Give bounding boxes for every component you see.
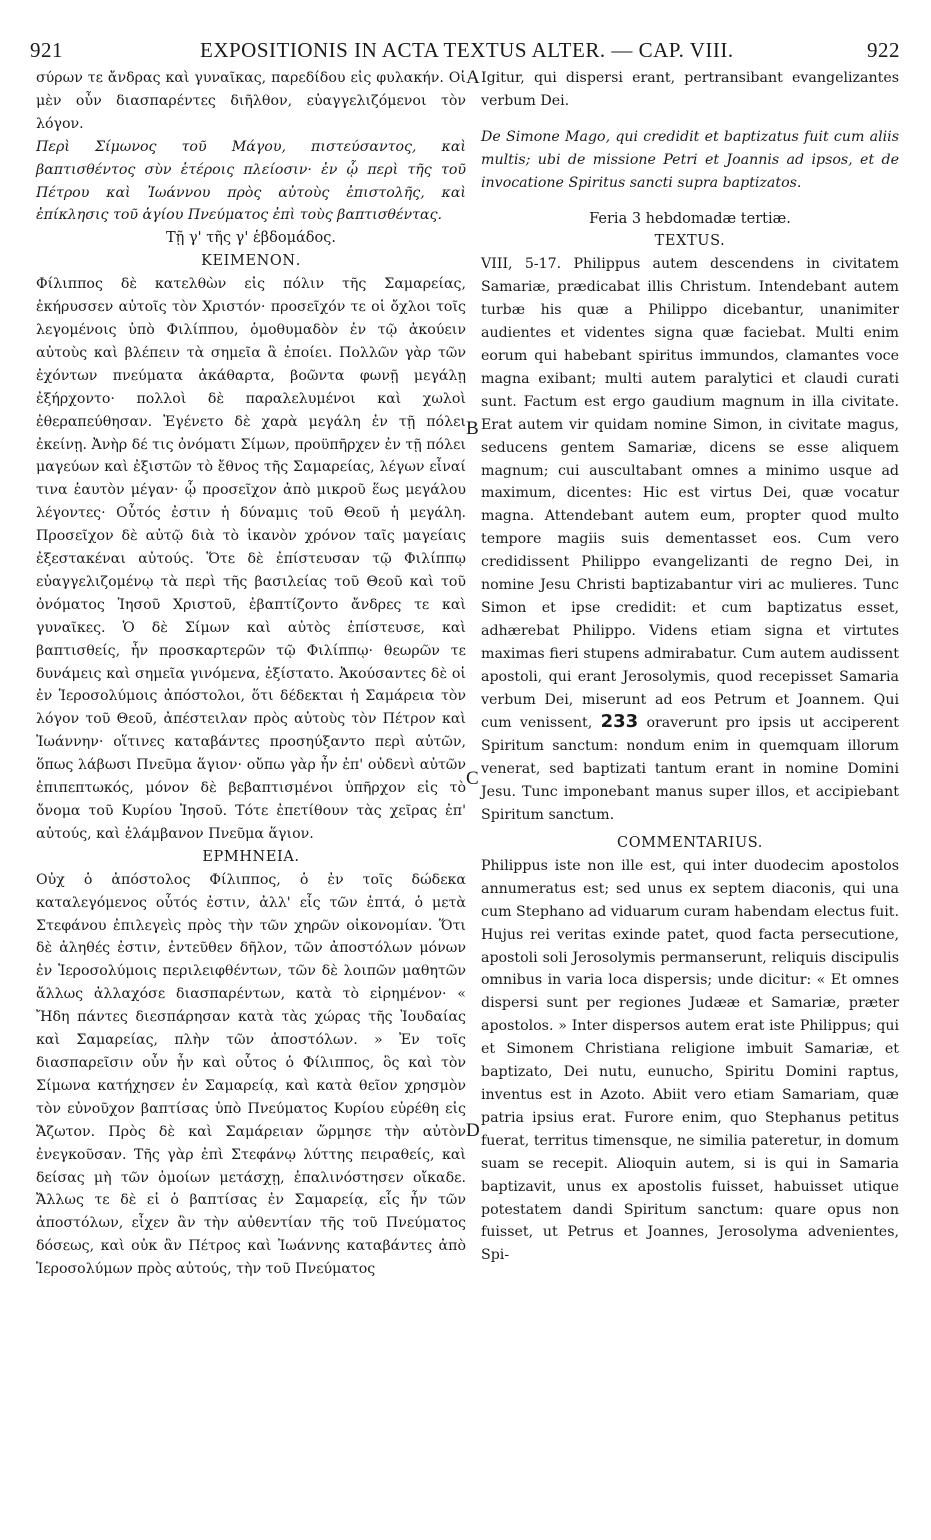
greek-summary: Περὶ Σίμωνος τοῦ Μάγου, πιστεύσαντος, καὶ βαπτισθέντος σὺν ἑτέροις πλείοσιν· ἐν ᾧ περὶ τῆς τοῦ Πέτρου καὶ Ἰωάννου πρὸς αὐτοὺς ἐπιστολῆς, καὶ ἐπίκλησις τοῦ ἁγίου Πνεύματος ἐπὶ τοὺς βαπτισθέντας.: [36, 138, 466, 224]
greek-column: [36, 67, 466, 1281]
margin-letter-a: A: [466, 67, 480, 88]
greek-intro: σύρων τε ἄνδρας καὶ γυναῖκας, παρεδίδου εἰς φυλακήν. Οἱ μὲν οὖν διασπαρέντες διῆλθον, εὐαγγελιζόμενοι τὸν λόγον.: [36, 70, 466, 132]
latin-text-heading: TEXTUS.: [654, 233, 726, 250]
latin-summary: De Simone Mago, qui credidit et baptizatus fuit cum aliis multis; ubi de missione Petri et Joannis ad ipsos, et de invocatione Spiritus sancti supra baptizatos.: [481, 128, 899, 191]
margin-letter-b: B: [466, 418, 479, 439]
margin-letter-c: C: [466, 768, 479, 789]
page-header: [30, 38, 900, 66]
greek-commentary-heading: ΕΡΜΗΝΕΙΑ.: [202, 848, 300, 865]
running-title: EXPOSITIONIS IN ACTA TEXTUS ALTER. — CAP. VIII.: [200, 38, 734, 62]
latin-intro: Igitur, qui dispersi erant, pertransibant evangelizantes verbum Dei.: [481, 70, 899, 109]
column-number-right: 922: [867, 38, 900, 62]
greek-scripture-text: Φίλιππος δὲ κατελθὼν εἰς πόλιν τῆς Σαμαρείας, ἐκήρυσσεν αὐτοῖς τὸν Χριστόν· προσεῖχόν τε οἱ ὄχλοι τοῖς λεγομένοις ὑπὸ Φιλίππου, ὁμοθυμαδὸν ἐν τῷ ἀκούειν αὐτοὺς καὶ βλέπειν τὰ σημεῖα ἃ ἐποίει. Πολλῶν γὰρ τῶν ἐχόντων πνεύματα ἀκάθαρτα, βοῶντα φωνῇ μεγάλῃ ἐξήρχοντο· πολλοὶ δὲ παραλελυμένοι καὶ χωλοὶ ἐθεραπεύθησαν. Ἐγένετο δὲ χαρὰ μεγάλη ἐν τῇ πόλει ἐκείνῃ. Ἀνὴρ δέ τις ὀνόματι Σίμων, προϋπῆρχεν ἐν τῇ πόλει μαγεύων καὶ ἐξιστῶν τὸ ἔθνος τῆς Σαμαρείας, λέγων εἶναί τινα ἑαυτὸν μέγαν· ᾧ προσεῖχον ἀπὸ μικροῦ ἕως μεγάλου λέγοντες· Οὗτός ἐστιν ἡ δύναμις τοῦ Θεοῦ ἡ μεγάλη. Προσεῖχον δὲ αὐτῷ διὰ τὸ ἱκανὸν χρόνον ταῖς μαγείαις ἐξεστακέναι αὐτούς. Ὅτε δὲ ἐπίστευσαν τῷ Φιλίππῳ εὐαγγελιζομένῳ τὰ περὶ τῆς βασιλείας τοῦ Θεοῦ καὶ τοῦ ὀνόματος Ἰησοῦ Χριστοῦ, ἐβαπτίζοντο ἄνδρες τε καὶ γυναῖκες. Ὁ δὲ Σίμων καὶ αὐτὸς ἐπίστευσε, καὶ βαπτισθείς, ἦν προσκαρτερῶν τῷ Φιλίππῳ· θεωρῶν τε δυνάμεις καὶ σημεῖα γινόμενα, ἐξίστατο. Ἀκούσαντες δὲ οἱ ἐν Ἱεροσολύμοις ἀπόστολοι, ὅτι δέδεκται ἡ Σαμάρεια τὸν λόγον τοῦ Θεοῦ, ἀπέστειλαν πρὸς αὐτοὺς τὸν Πέτρον καὶ Ἰωάννην· οἵτινες καταβάντες προσηύξαντο περὶ αὐτῶν, ὅπως λάβωσι Πνεῦμα ἅγιον· οὔπω γὰρ ἦν ἐπ' οὐδενὶ αὐτῶν ἐπιπεπτωκός, μόνον δὲ βεβαπτισμένοι ὑπῆρχον εἰς τὸ ὄνομα τοῦ Κυρίου Ἰησοῦ. Τότε ἐπετίθουν τὰς χεῖρας ἐπ' αὐτούς, καὶ ἐλάμβανον Πνεῦμα ἅγιον.: [36, 276, 466, 842]
column-marker-number: 233: [600, 711, 639, 733]
greek-text-heading: ΚΕΙΜΕΝΟΝ.: [201, 253, 301, 270]
latin-column: [481, 67, 899, 1267]
latin-commentary: Philippus iste non ille est, qui inter duodecim apostolos annumeratus est; sed unus ex septem diaconis, qui una cum Stephano ad viduarum curam habendam electus fuit. Hujus rei veritas exinde patet, quod facta persecutione, apostoli soli Jerosolymis permanserunt, reliquis discipulis omnibus in varia loca dispersis; unde dicitur: « Et omnes dispersi sunt per regiones Judææ et Samariæ, præter apostolos. » Inter dispersos autem erat iste Philippus; qui et Simonem Christiana religione imbuit Samariæ, et baptizato, Dei nutu, eunucho, Spiritu Domini raptus, inventus est in Azoto. Abiit vero etiam Samariam, quæ patria ipsius erat. Furore enim, quo Stephanus petitus fuerat, territus timensque, ne similia pateretur, in domum suam se recepit. Alioquin autem, si is qui in Samaria baptizavit, unus ex apostolis fuisset, habuisset utique potestatem dandi Spiritum sanctum: quare opus non fuisset, ut Petrus et Joannes, Jerosolyma advenientes, Spi-: [481, 857, 899, 1264]
latin-scripture-text: [481, 253, 899, 827]
greek-feria: Τῇ γ' τῆς γ' ἑβδομάδος.: [166, 230, 336, 247]
latin-feria: Feria 3 hebdomadæ tertiæ.: [589, 210, 791, 227]
latin-text-part-1: VIII, 5-17. Philippus autem descendens in civitatem Samariæ, prædicabat illis Christum. Intendebant autem turbæ his quæ a Philippo dicebantur, unanimiter audientes et videntes signa quæ faciebat. Multi enim eorum qui habebant spiritus immundos, clamantes voce magna exibant; multi autem paralytici et claudi curati sunt. Factum est ergo gaudium magnum in illa civitate. Erat autem vir quidam nomine Simon, in civitate magus, seducens gentem Samariæ, dicens se esse aliquem magnum; cui auscultabant omnes a minimo usque ad maximum, dicentes: Hic est virtus Dei, quæ vocatur magna. Attendebant autem eum, propter quod multo tempore magiis suis dementasset eos. Cum vero credidissent Philippo evangelizanti de regno Dei, in nomine Jesu Christi baptizabantur viri ac mulieres. Tunc Simon et ipse credidit: et cum baptizatus esset, adhærebat Philippo. Videns etiam signa et virtutes maximas fieri stupens admirabatur. Cum autem audissent apostoli, qui erant Jerosolymis, quod recepisset Samaria verbum Dei, miserunt ad eos Petrum et Joannem. Qui cum venissent,: [481, 256, 899, 732]
greek-commentary: Οὐχ ὁ ἀπόστολος Φίλιππος, ὁ ἐν τοῖς δώδεκα καταλεγόμενος οὗτός ἐστιν, ἀλλ' εἷς τῶν ἑπτά, ὁ μετὰ Στεφάνου ἐπιλεγεὶς πρὸς τὴν τῶν χηρῶν οἰκονομίαν. Ὅτι δὲ ἀληθές ἐστιν, ἐντεῦθεν δῆλον, τῶν ἀποστόλων μόνων ἐν Ἱεροσολύμοις περιλειφθέντων, τῶν δὲ λοιπῶν μαθητῶν ἄλλως ἀλλαχόσε διασπαρέντων, κατὰ τὸ εἰρημένον· « Ἤδη πάντες διεσπάρησαν κατὰ τὰς χώρας τῆς Ἰουδαίας καὶ Σαμαρείας, πλὴν τῶν ἀποστόλων. » Ἐν τοῖς διασπαρεῖσιν οὖν ἦν καὶ οὗτος ὁ Φίλιππος, ὃς καὶ τὸν Σίμωνα κατήχησεν ἐν Σαμαρείᾳ, καὶ κατὰ θεῖον χρησμὸν τὸν εὐνοῦχον βαπτίσας ὑπὸ Πνεύματος Κυρίου εὑρέθη εἰς Ἄζωτον. Πρὸς δὲ καὶ Σαμάρειαν ὥρμησε τὴν αὐτὸν ἐνεγκοῦσαν. Τῆς γὰρ ἐπὶ Στεφάνῳ λύττης πειραθείς, καὶ δείσας μὴ τῶν ὁμοίων μετάσχῃ, ἐπαλινόστησεν οἴκαδε. Ἄλλως τε δὲ εἰ ὁ βαπτίσας ἐν Σαμαρείᾳ, εἷς ἦν τῶν ἀποστόλων, εἶχεν ἂν τὴν αὐθεντίαν τῆς τοῦ Πνεύματος δόσεως, καὶ οὐκ ἂν Πέτρος καὶ Ἰωάννης καταβάντες ἀπὸ Ἱεροσολύμων πρὸς αὐτούς, τὴν τοῦ Πνεύματος: [36, 871, 466, 1278]
latin-text-part-2: oraverunt pro ipsis ut acciperent Spiritum sanctum: nondum enim in quemquam illorum venerat, sed baptizati tantum erant in nomine Domini Jesu. Tunc imponebant manus super illos, et accipiebant Spiritum sanctum.: [481, 715, 899, 824]
latin-commentary-heading: COMMENTARIUS.: [617, 835, 763, 851]
margin-letter-d: D: [466, 1120, 480, 1141]
column-number-left: 921: [30, 38, 63, 62]
